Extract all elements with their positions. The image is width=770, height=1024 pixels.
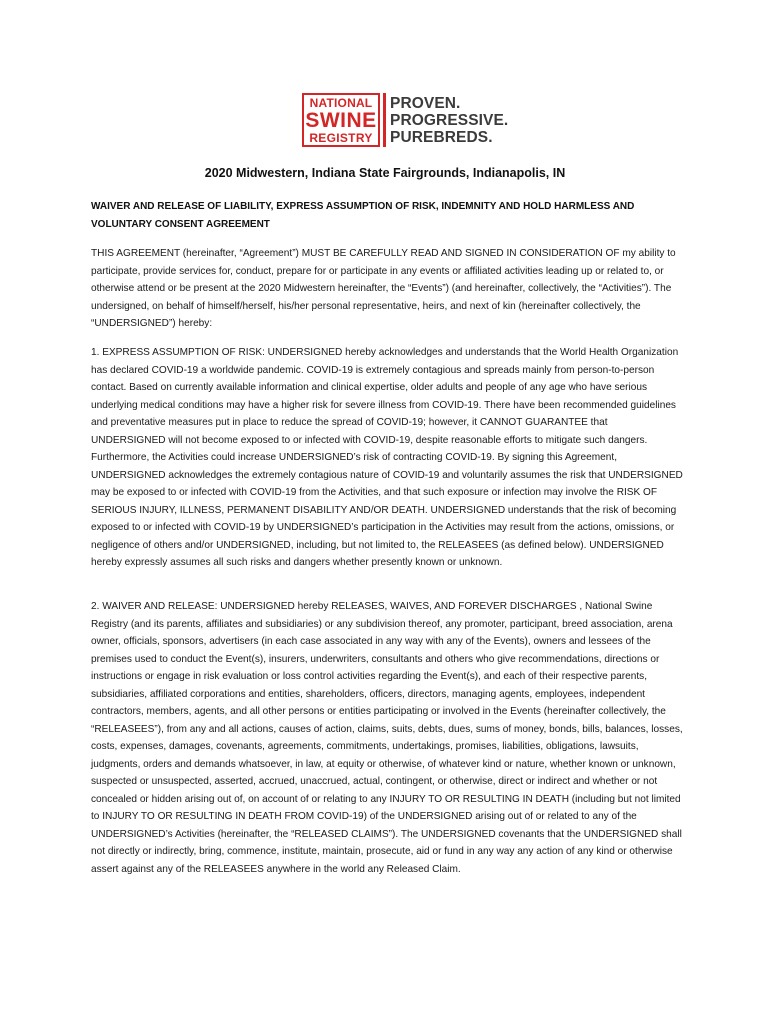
logo-line-registry: REGISTRY	[309, 130, 373, 145]
logo-divider	[383, 93, 386, 147]
logo-line-swine: SWINE	[305, 108, 377, 132]
paragraph-assumption-of-risk: 1. EXPRESS ASSUMPTION OF RISK: UNDERSIGNED hereby acknowledges and understands that the World Health Organization has declared COVID-19 a worldwide pandemic. COVID-19 is extremely contagious and spreads mainly from person-to-person contact. Based on currently available information and clinical expertise, older adults and people of any age who have serious underlying medical conditions may have a higher risk for severe illness from COVID-19. There have been recommended guidelines and preventative measures put in place to reduce the spread of COVID-19; however, it CANNOT GUARANTEE that UNDERSIGNED will not become exposed to or infected with COVID-19, despite reasonable efforts to mitigate such dangers. Furthermore, the Activities could increase UNDERSIGNED’s risk of contracting COVID-19. By signing this Agreement, UNDERSIGNED acknowledges the extremely contagious nature of COVID-19 and voluntarily assumes the risk that UNDERSIGNED may be exposed to or infected with COVID-19 from the Activities, and that such exposure or infection may involve the RISK OF SERIOUS INJURY, ILLNESS, PERMANENT DISABILITY AND/OR DEATH. UNDERSIGNED understands that the risk of becoming exposed to or infected with COVID-19 by UNDERSIGNED’s participation in the Activities may result from the actions, omissions, or negligence of others and/or UNDERSIGNED, including, but not limited to, the RELEASEES (as defined below). UNDERSIGNED hereby expressly assumes all such risks and dangers whether presently known or unknown.	[91, 347, 683, 568]
logo-tagline-progressive: PROGRESSIVE.	[390, 111, 509, 129]
paragraph-intro: THIS AGREEMENT (hereinafter, “Agreement”) MUST BE CAREFULLY READ AND SIGNED IN CONSIDERATION OF my ability to participate, provide services for, conduct, prepare for or participate in any events or affiliated activities leading up or related to, or otherwise attend or be present at the 2020 Midwestern hereinafter, the “Events”) (and hereinafter, collectively, the “Activities”). The undersigned, on behalf of himself/herself, his/her personal representative, heirs, and next of kin (hereinafter collectively, the “UNDERSIGNED”) hereby:	[91, 248, 676, 329]
logo-tagline-proven: PROVEN.	[390, 94, 461, 112]
agreement-heading: WAIVER AND RELEASE OF LIABILITY, EXPRESS ASSUMPTION OF RISK, INDEMNITY AND HOLD HARMLESS AND VOLUNTARY CONSENT AGREEMENT	[91, 201, 635, 230]
paragraph-waiver-and-release: 2. WAIVER AND RELEASE: UNDERSIGNED hereby RELEASES, WAIVES, AND FOREVER DISCHARGES , National Swine Registry (and its parents, affiliates and subsidiaries) or any subdivision thereof, any promoter, participant, breed association, arena owner, officials, sponsors, advertisers (in each case associated in any way with any of the Events), owners and lessees of the premises used to conduct the Event(s), insurers, underwriters, consultants and others who give recommendations, directions or instructions or engage in risk evaluation or loss control activities regarding the Event(s), and each of their respective parents, subsidiaries, affiliated corporations and entities, shareholders, officers, directors, managing agents, employees, independent contractors, members, agents, and all other persons or entities participating or involved in the Events (hereinafter collectively, the “RELEASEES”), from any and all actions, causes of action, claims, suits, debts, dues, sums of money, bonds, bills, balances, losses, costs, expenses, damages, covenants, agreements, commitments, undertakings, promises, liabilities, obligations, lawsuits, judgments, orders and demands whatsoever, in law, at equity or otherwise, of whatever kind or nature, whether known or unknown, suspected or unsuspected, asserted, accrued, unaccrued, actual, contingent, or otherwise, direct or indirect and whether or not concealed or hidden arising out of, on account of or relating to any INJURY TO OR RESULTING IN DEATH (including but not limited to INJURY TO OR RESULTING IN DEATH FROM COVID-19) of the UNDERSIGNED arising out of or related to any of the UNDERSIGNED’s Activities (hereinafter, the “RELEASED CLAIMS”). The UNDERSIGNED covenants that the UNDERSIGNED shall not directly or indirectly, bring, commence, institute, maintain, prosecute, aid or fund in any way any action of any kind or otherwise assert against any of the RELEASEES anywhere in the world any Released Claim.	[91, 601, 683, 875]
document-title: 2020 Midwestern, Indiana State Fairgrounds, Indianapolis, IN	[204, 166, 566, 180]
logo-wordmark-box	[302, 93, 380, 147]
national-swine-registry-logo	[302, 93, 508, 147]
logo-tagline-purebreds: PUREBREDS.	[390, 128, 493, 146]
logo-tagline	[390, 93, 508, 147]
logo-line-national: NATIONAL	[309, 95, 373, 110]
